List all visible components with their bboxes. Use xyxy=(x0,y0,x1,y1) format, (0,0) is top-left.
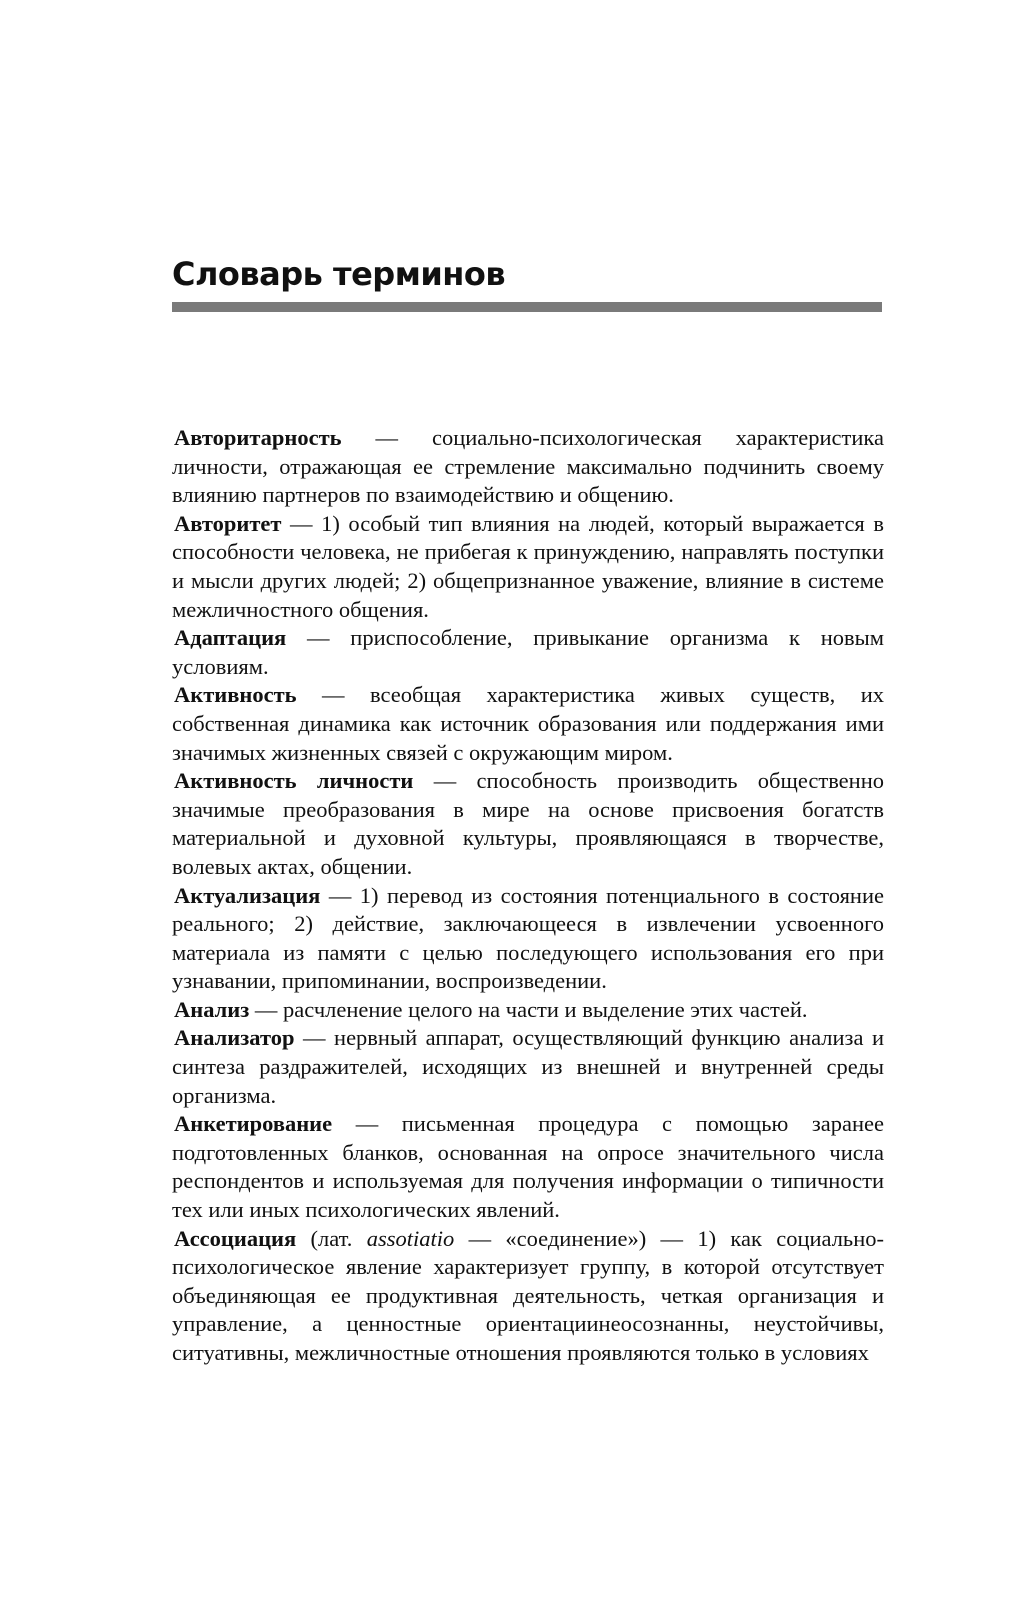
glossary-term: Адаптация xyxy=(174,625,287,651)
glossary-entry-adaptatsiya xyxy=(172,624,884,681)
glossary-definition-prefix: (лат. xyxy=(296,1225,367,1251)
glossary-definition: — приспособление, привыкание организма к новым условиям. xyxy=(172,625,884,679)
glossary-term: Активность личности xyxy=(174,768,414,794)
glossary-definition: — письменная процедура с помощью заранее подготовленных бланков, основанная на опросе значительного числа респондентов и используемая для получения информации о типичности тех или иных психологических явлений. xyxy=(172,1111,884,1223)
title-underline xyxy=(172,302,882,312)
glossary-entry-anketirovanie xyxy=(172,1110,884,1224)
glossary-entry-aktualizatsiya xyxy=(172,882,884,996)
glossary-entry-analiz xyxy=(172,996,884,1025)
glossary-term: Актуализация xyxy=(174,882,321,908)
glossary-definition: — всеобщая характеристика живых существ, их собственная динамика как источник образования или поддержания ими значимых жизненных связей с окружающим миром. xyxy=(172,682,884,765)
glossary-term: Анализ xyxy=(174,996,250,1022)
glossary-term: Авторитарность xyxy=(174,425,342,450)
glossary-entry-avtoritet xyxy=(172,510,884,624)
glossary-latin-word: assotiatio xyxy=(366,1225,455,1251)
glossary-definition: — 1) перевод из состояния потенциального в состояние реального; 2) действие, заключающееся в извлечении усвоенного материала из памяти с целью последующего использования его при узнавании, припоминании, воспроизведении. xyxy=(172,882,884,994)
glossary-term: Авторитет xyxy=(174,510,282,536)
glossary-body xyxy=(172,424,884,1368)
glossary-term: Анализатор xyxy=(174,1025,295,1051)
glossary-definition: — 1) особый тип влияния на людей, который выражается в способности человека, не прибегая к принуждению, направлять поступки и мысли других людей; 2) общепризнанное уважение, влияние в системе межличностного общения. xyxy=(172,510,884,622)
glossary-definition: — нервный аппарат, осуществляющий функцию анализа и синтеза раздражителей, исходящих из внешней и внутренней среды организма. xyxy=(172,1025,884,1108)
glossary-term: Ассоциация xyxy=(174,1225,297,1251)
glossary-entry-assotsiatsiya xyxy=(172,1225,884,1368)
page-title: Словарь терминов xyxy=(172,255,506,293)
glossary-entry-avtoritarnost xyxy=(172,424,884,510)
glossary-entry-aktivnost xyxy=(172,681,884,767)
glossary-definition: — способность производить общественно значимые преобразования в мире на основе присвоения богатств материальной и духовной культуры, проявляющаяся в творчестве, волевых актах, общении. xyxy=(172,768,885,879)
glossary-entry-aktivnost-lichnosti xyxy=(172,767,884,881)
glossary-definition: — «соединение») — 1) как социально-психологическое явление характеризует группу, в которой отсутствует объединяющая ее продуктивная деятельность, четкая организация и управление, а ценностные ориентациинеосознанны, неустойчивы, ситуативны, межличностные отношения проявляются только в условиях xyxy=(172,1225,884,1365)
glossary-term: Активность xyxy=(174,682,297,708)
glossary-entry-analizator xyxy=(172,1024,884,1110)
glossary-definition: — расчленение целого на части и выделение этих частей. xyxy=(249,996,808,1022)
glossary-definition: — социально-психологическая характеристика личности, отражающая ее стремление максимально подчинить своему влиянию партнеров по взаимодействию и общению. xyxy=(172,425,884,508)
glossary-term: Анкетирование xyxy=(174,1111,333,1137)
